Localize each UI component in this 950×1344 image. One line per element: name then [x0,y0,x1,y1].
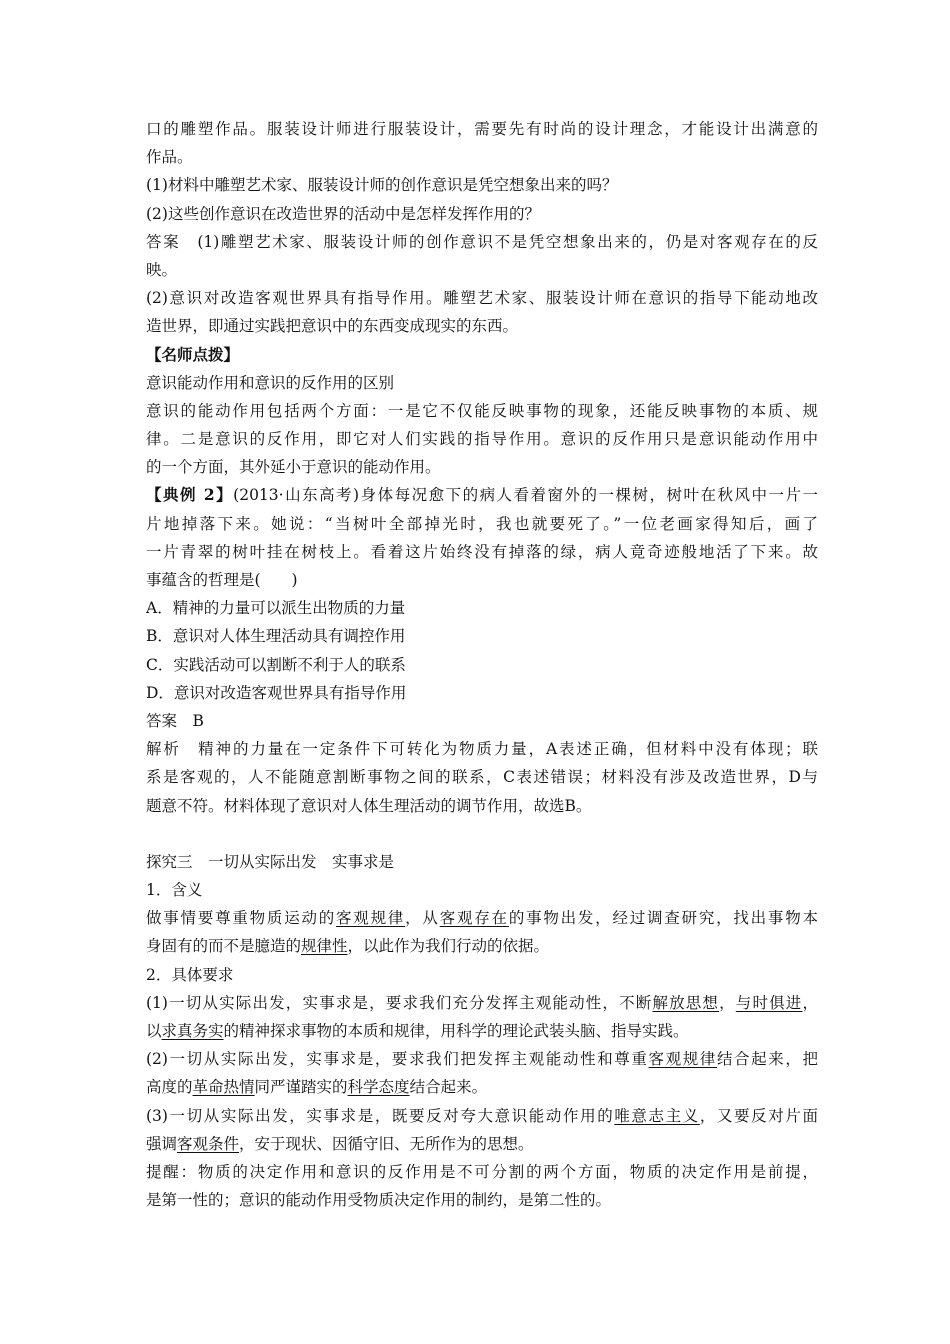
tip-subtitle: 意识能动作用和意识的反作用的区别 [146,373,395,392]
text: ， [719,993,736,1012]
underlined-term: 求真务实 [161,1022,224,1040]
example-text: (2013·山东高考)身体每况愈下的病人看着窗外的一棵树，树叶在秋风中一片一 [233,486,818,505]
underlined-term: 解放思想 [652,993,720,1012]
meaning-line [146,932,818,960]
underlined-term: 客观条件 [177,1134,240,1153]
blank-line [146,820,818,848]
intro-line: 作品。 [146,148,193,167]
intro-line: 口的雕塑作品。服装设计师进行服装设计，需要先有时尚的设计理念，才能设计出满意的 [146,120,818,138]
answer-line: 造世界，即通过实践把意识中的东西变成现实的东西。 [146,317,519,336]
text: 身固有的而不是臆造的 [146,937,302,956]
tip-heading: 【名师点拨】 [146,344,240,364]
text: ，以此作为我们行动的依据。 [347,937,550,956]
text: 以 [146,1022,162,1040]
meaning-line [146,904,818,932]
text: (2)一切从实际出发，实事求是，要求我们把发挥主观能动性和尊重 [146,1050,649,1069]
reminder-line: 提醒：物质的决定作用和意识的反作用是不可分割的两个方面，物质的决定作用是前提， [146,1162,818,1181]
text: ，安于现状、因循守旧、无所作为的思想。 [239,1134,534,1153]
reminder-line: 是第一性的；意识的能动作用受物质决定作用的制约，是第二性的。 [146,1191,612,1210]
underlined-term: 客观规律 [648,1050,717,1069]
question-2: (2)这些创作意识在改造世界的活动中是怎样发挥作用的？ [146,204,540,223]
tip-line: 意识的能动作用包括两个方面：一是它不仅能反映事物的现象，还能反映事物的本质、规 [146,401,818,420]
option-a: A．精神的力量可以派生出物质的力量 [146,599,406,618]
requirement-line [146,1045,818,1073]
example-line [146,481,818,509]
text: 的精神探求事物的本质和规律，用科学的理论武装头脑、指导实践。 [223,1022,689,1040]
text: ， [802,993,818,1012]
text: ，又要反对片面 [699,1106,818,1125]
section-title: 探究三 一切从实际出发 实事求是 [146,852,395,871]
underlined-term: 革命热情 [192,1078,255,1097]
underlined-term: 规律性 [301,937,348,956]
subheading-meaning: 1．含义 [146,881,203,900]
example-answer: 答案 B [146,711,204,730]
underlined-term: 与时俱进 [735,993,803,1012]
text: 做事情要尊重物质运动的 [146,909,337,928]
example-line: 片地掉落下来。她说：“当树叶全部掉光时，我也就要死了。”一位老画家得知后，画了 [146,514,818,533]
text: ，从 [405,909,440,928]
tip-line: 律。二是意识的反作用，即它对人们实践的指导作用。意识的反作用只是意识能动作用中 [146,430,818,449]
example-label: 【典例 2】 [146,485,234,505]
underlined-term: 客观规律 [336,909,406,928]
option-c: C．实践活动可以割断不利于人的联系 [146,655,406,674]
requirement-line [146,1073,818,1101]
text: 的事物出发，经过调查研究，找出事物本 [508,909,818,928]
requirement-line [146,989,818,1017]
text: 结合起来，把 [716,1050,818,1069]
option-d: D．意识对改造客观世界具有指导作用 [146,683,407,702]
requirement-line [146,1130,818,1158]
requirement-line [146,1102,818,1130]
text: 结合起来。 [409,1078,488,1097]
example-line: 事蕴含的哲理是( ) [146,571,298,589]
underlined-term: 科学态度 [347,1078,410,1097]
text: 强调 [146,1134,178,1153]
requirement-line [146,1017,818,1045]
document-page [146,115,818,1214]
text: 高度的 [146,1078,193,1097]
answer-line: 映。 [146,260,178,279]
subheading-requirements: 2．具体要求 [146,965,234,984]
example-line: 一片青翠的树叶挂在树枝上。看着这片始终没有掉落的绿，病人竟奇迹般地活了下来。故 [146,542,818,561]
text: (3)一切从实际出发，实事求是，既要反对夸大意识能动作用的 [146,1106,615,1125]
text: (1)一切从实际出发，实事求是，要求我们充分发挥主观能动性，不断 [146,993,653,1012]
underlined-term: 唯意志主义 [614,1106,700,1125]
underlined-term: 客观存在 [439,909,509,928]
text: 同严谨踏实的 [254,1078,348,1097]
answer-line: 答案 (1)雕塑艺术家、服装设计师的创作意识不是凭空想象出来的，仍是对客观存在的反 [146,232,818,251]
answer-line: (2)意识对改造客观世界具有指导作用。雕塑艺术家、服装设计师在意识的指导下能动地改 [146,289,818,308]
analysis-line: 解析 精神的力量在一定条件下可转化为物质力量，A表述正确，但材料中没有体现；联 [146,740,818,759]
analysis-line: 题意不符。材料体现了意识对人体生理活动的调节作用，故选B。 [146,796,592,815]
analysis-line: 系是客观的，人不能随意割断事物之间的联系，C表述错误；材料没有涉及改造世界，D与 [146,768,818,787]
option-b: B．意识对人体生理活动具有调控作用 [146,627,406,646]
tip-line: 的一个方面，其外延小于意识的能动作用。 [146,458,441,477]
question-1: (1)材料中雕塑艺术家、服装设计师的创作意识是凭空想象出来的吗？ [146,176,618,195]
